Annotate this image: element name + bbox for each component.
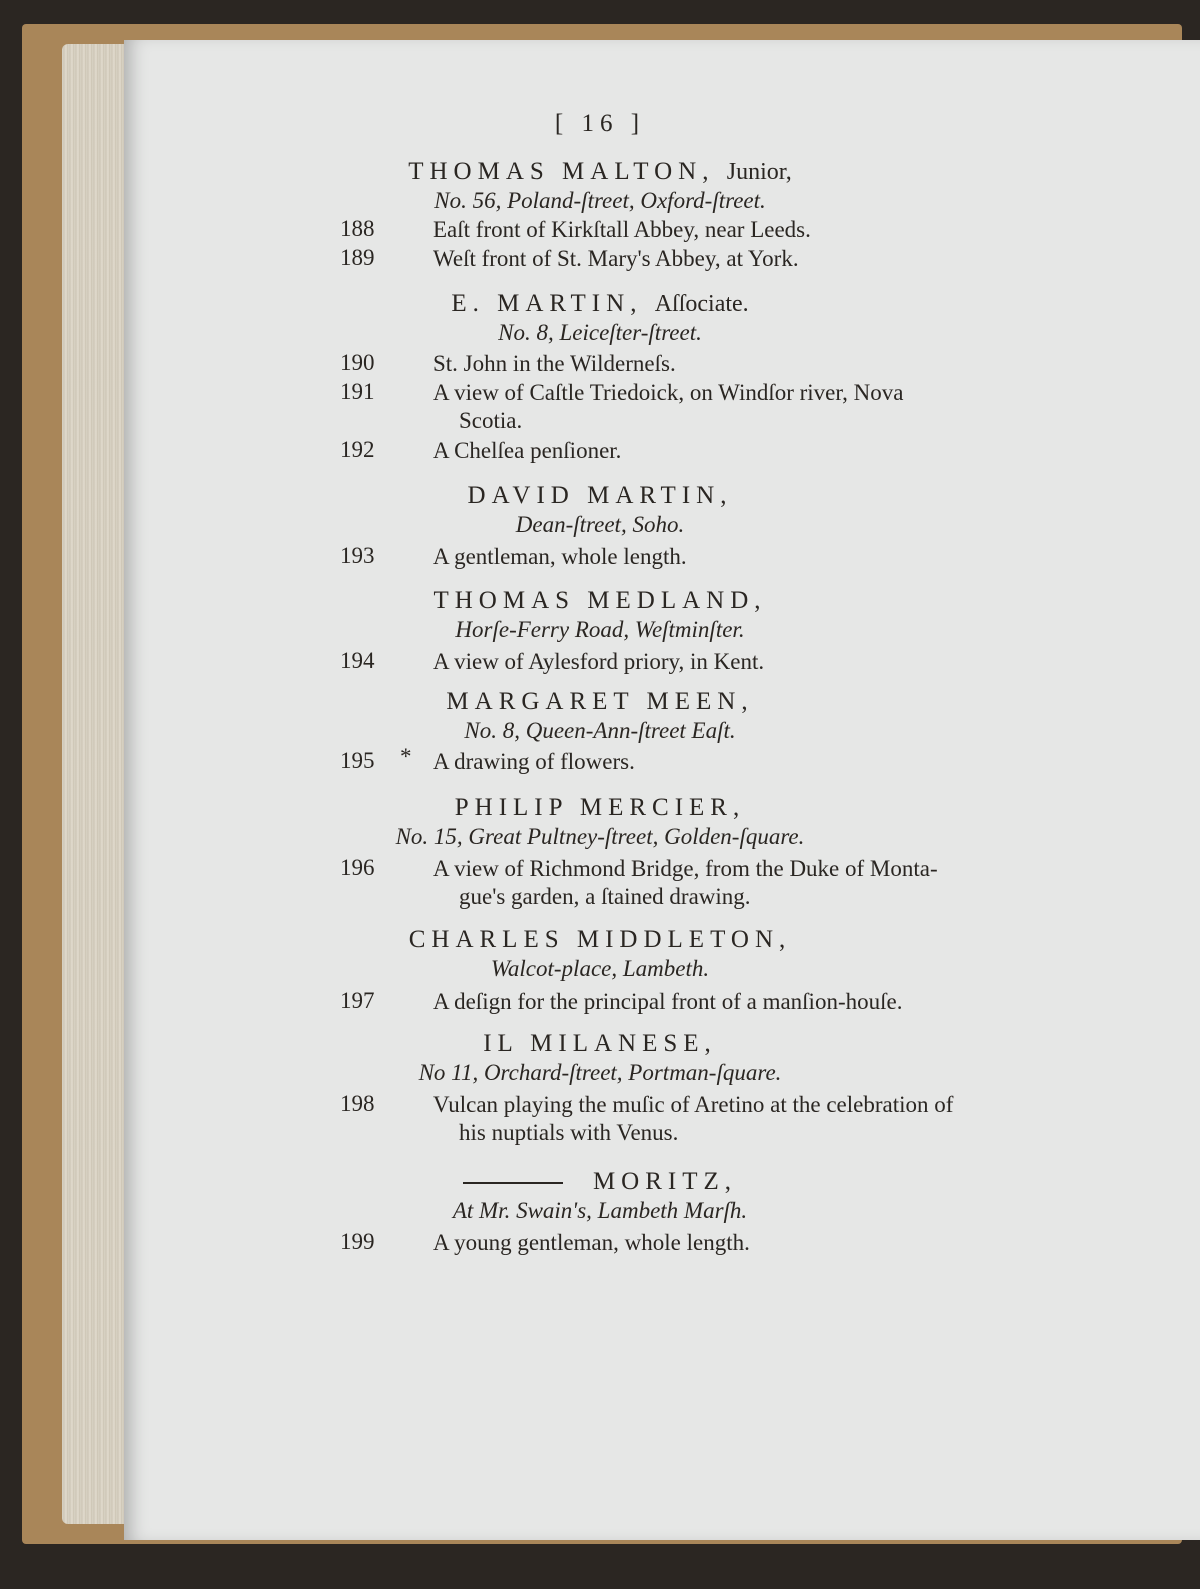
artist-name: CHARLES MIDDLETON, [408,926,792,953]
work-title: St. John in the Wilderneſs. [433,351,676,376]
work-title: A drawing of flowers. [433,749,635,774]
artist-address: No 11, Orchard-ſtreet, Portman-ſquare. [418,1060,782,1085]
artist-address: No. 8, Leiceſter-ſtreet. [498,320,702,345]
artist-address: No. 56, Poland-ſtreet, Oxford-ſtreet. [434,188,766,213]
work-title: A view of Aylesford priory, in Kent. [433,649,765,674]
artist-address: Walcot-place, Lambeth. [490,956,710,981]
work-title: Weſt front of St. Mary's Abbey, at York. [433,246,799,271]
artist-name: IL MILANESE, [483,1030,717,1057]
work-number: 197 [340,988,375,1013]
work-number: 199 [340,1229,375,1254]
work-number: 196 [340,855,375,880]
artist-name: THOMAS MEDLAND, [433,587,767,614]
asterisk-mark: * [400,744,412,769]
artist-address: No. 8, Queen-Ann-ſtreet Eaſt. [464,718,736,743]
work-number: 188 [340,216,375,241]
work-number: 191 [340,379,375,404]
work-number: 192 [340,437,375,462]
work-title: Vulcan playing the muſic of Aretino at the celebration of his nuptials with Venus. [433,1092,954,1145]
artist-name: DAVID MARTIN, [467,482,733,509]
artist-address: Dean-ſtreet, Soho. [515,512,685,537]
work-number: 193 [340,543,375,568]
dash-rule [463,1182,563,1184]
work-title: A view of Richmond Bridge, from the Duke of Monta- gue's garden, a ſtained drawing. [433,856,938,909]
artist-name: THOMAS MALTON, Junior, [408,158,792,185]
work-title: A gentleman, whole length. [433,544,687,569]
work-number: 195 [340,748,375,773]
work-number: 190 [340,350,375,375]
artist-name: E. MARTIN, Aſſociate. [451,290,749,317]
work-number: 198 [340,1091,375,1116]
work-title: A young gentleman, whole length. [433,1230,750,1255]
work-title: A deſign for the principal front of a manſion-houſe. [433,989,903,1014]
artist-name: MARGARET MEEN, [446,688,754,715]
work-number: 194 [340,648,375,673]
artist-address: No. 15, Great Pultney-ſtreet, Golden-ſquare. [395,824,805,849]
artist-address: At Mr. Swain's, Lambeth Marſh. [452,1198,748,1223]
artist-address: Horſe-Ferry Road, Weſtminſter. [455,617,745,642]
artist-name: PHILIP MERCIER, [454,794,746,821]
work-number: 189 [340,245,375,270]
artist-name: MORITZ, [0,1168,1200,1196]
page-number: [ 16 ] [554,110,646,137]
work-title: A view of Caſtle Triedoick, on Windſor river, Nova Scotia. [433,380,904,433]
work-title: A Chelſea penſioner. [433,438,622,463]
work-title: Eaſt front of Kirkſtall Abbey, near Leeds. [433,217,811,242]
